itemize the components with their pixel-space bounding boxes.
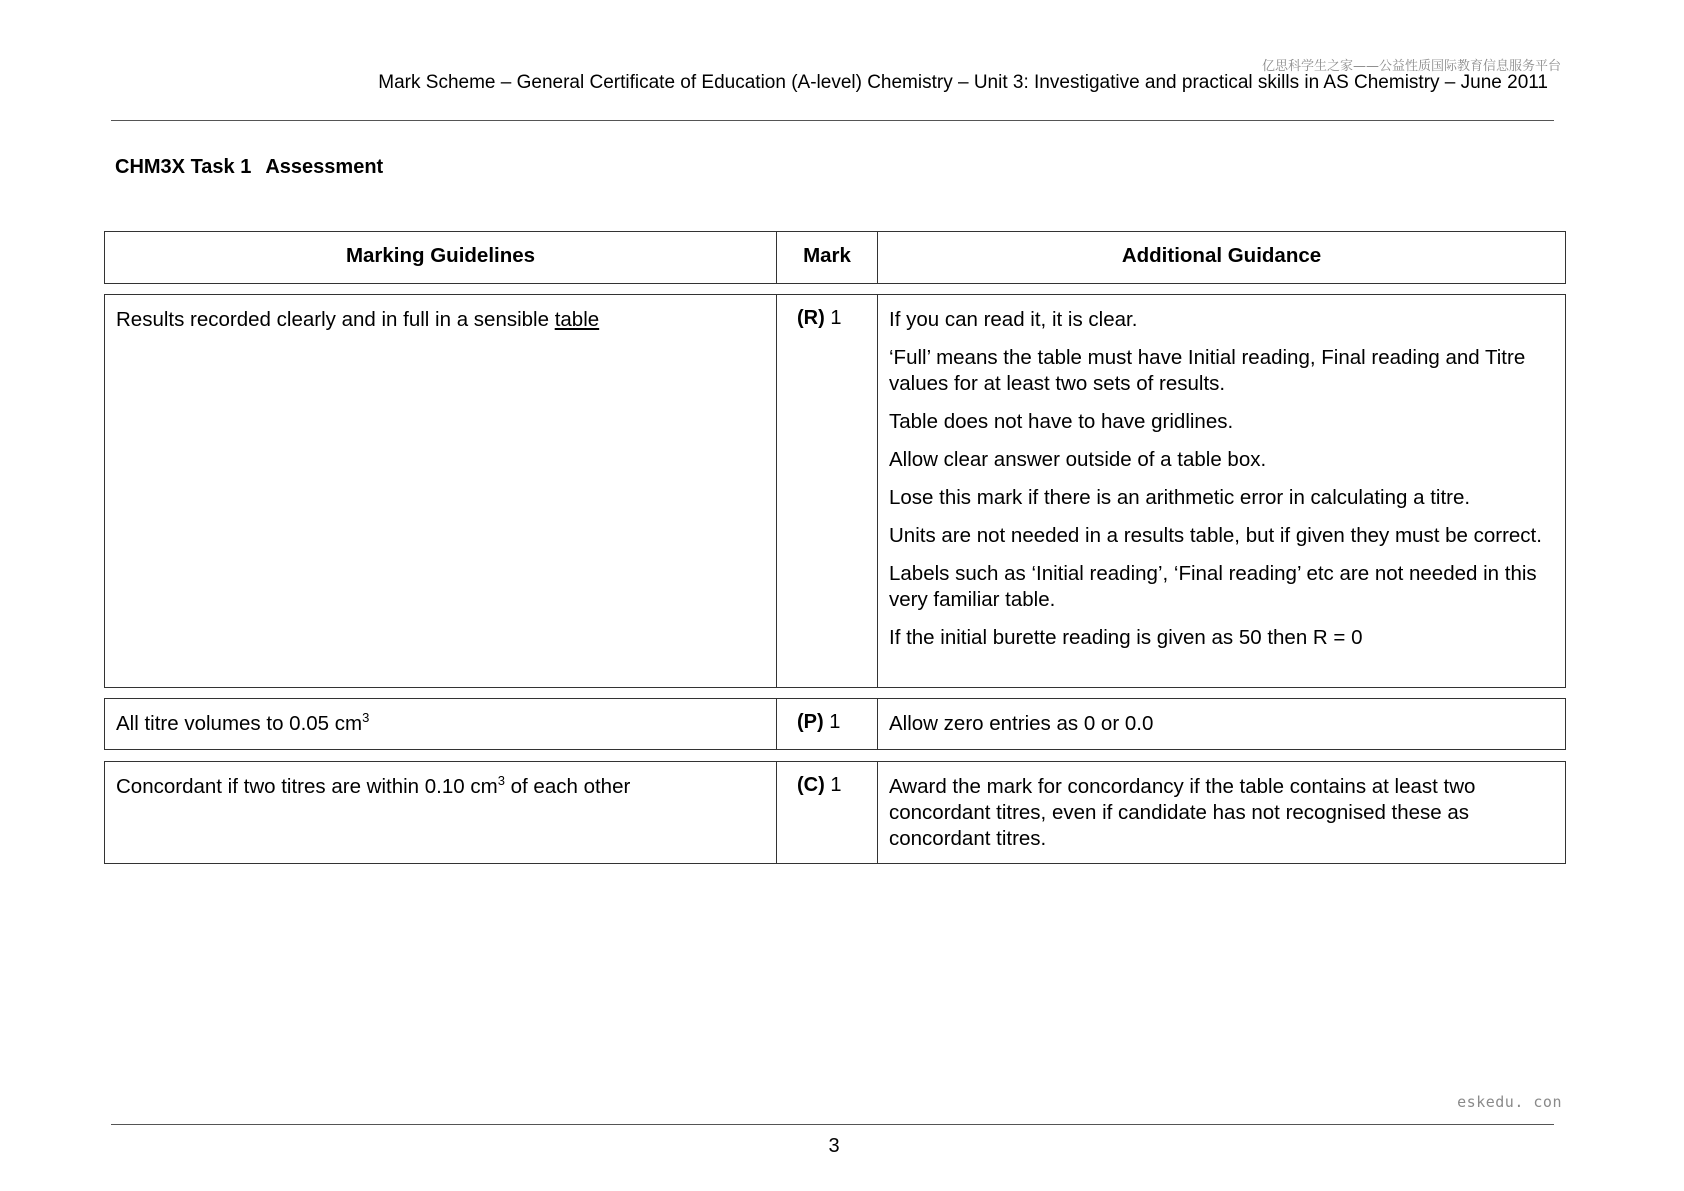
mark-code: (C): [797, 774, 825, 796]
guidance-cell: [878, 762, 1565, 863]
mark-cell: [777, 295, 878, 687]
guidance-paragraph: Labels such as ‘Initial reading’, ‘Final reading’ etc are not needed in this very familiar table.: [889, 562, 1537, 611]
superscript: 3: [362, 710, 370, 726]
guidance-paragraph: Award the mark for concordancy if the table contains at least two concordant titres, even if candidate has not recognised these as concordant titres.: [889, 775, 1476, 850]
guideline-text-after: of each other: [504, 775, 631, 798]
table-row: [104, 761, 1566, 864]
superscript: 3: [497, 773, 505, 789]
guideline-cell: [105, 762, 777, 863]
guidance-paragraph: ‘Full’ means the table must have Initial reading, Final reading and Titre values for at least two sets of results.: [889, 346, 1526, 395]
guidance-cell: [878, 295, 1565, 687]
mark-code: (R): [797, 307, 825, 329]
table-header-row: [104, 231, 1566, 284]
header-rule: [111, 120, 1554, 121]
guideline-text: All titre volumes to 0.05 cm: [116, 712, 363, 735]
mark-cell: [777, 762, 878, 863]
footer-rule: [111, 1124, 1554, 1125]
section-code: CHM3X Task 1: [115, 156, 252, 178]
mark-value: 1: [830, 774, 842, 796]
guidance-paragraph: Lose this mark if there is an arithmetic error in calculating a titre.: [889, 486, 1471, 509]
guidance-cell: [878, 699, 1565, 749]
section-title: [115, 156, 383, 179]
guidance-paragraph: Units are not needed in a results table, but if given they must be correct.: [889, 524, 1542, 547]
mark-value: 1: [830, 307, 842, 329]
mark-value: 1: [829, 711, 841, 733]
mark-cell: [777, 699, 878, 749]
guideline-text: Concordant if two titres are within 0.10 cm: [116, 775, 498, 798]
table-row: [104, 698, 1566, 750]
section-label: Assessment: [265, 156, 384, 178]
guidance-paragraph: Table does not have to have gridlines.: [889, 410, 1234, 433]
page-number: 3: [828, 1135, 840, 1157]
guidance-paragraph: If you can read it, it is clear.: [889, 308, 1138, 331]
guidance-paragraph: If the initial burette reading is given as 50 then R = 0: [889, 626, 1363, 649]
column-header-guidance: Additional Guidance: [1121, 244, 1322, 267]
column-header-mark: Mark: [777, 232, 878, 283]
running-header: Mark Scheme – General Certificate of Education (A-level) Chemistry – Unit 3: Investigative and practical skills in AS Chemistry – June 2011: [378, 72, 1548, 93]
guideline-underlined-text: table: [554, 308, 600, 331]
guideline-cell: [105, 699, 777, 749]
guideline-text: Results recorded clearly and in full in a sensible: [116, 308, 555, 331]
guidance-paragraph: Allow zero entries as 0 or 0.0: [889, 712, 1154, 735]
header-watermark: 亿思科学生之家——公益性质国际教育信息服务平台: [1261, 59, 1561, 74]
table-row: [104, 294, 1566, 688]
guideline-cell: [105, 295, 777, 687]
mark-code: (P): [797, 711, 824, 733]
column-header-guidelines: Marking Guidelines: [105, 232, 777, 283]
guidance-paragraph: Allow clear answer outside of a table box.: [889, 448, 1267, 471]
footer-watermark: eskedu. con: [1457, 1093, 1562, 1111]
